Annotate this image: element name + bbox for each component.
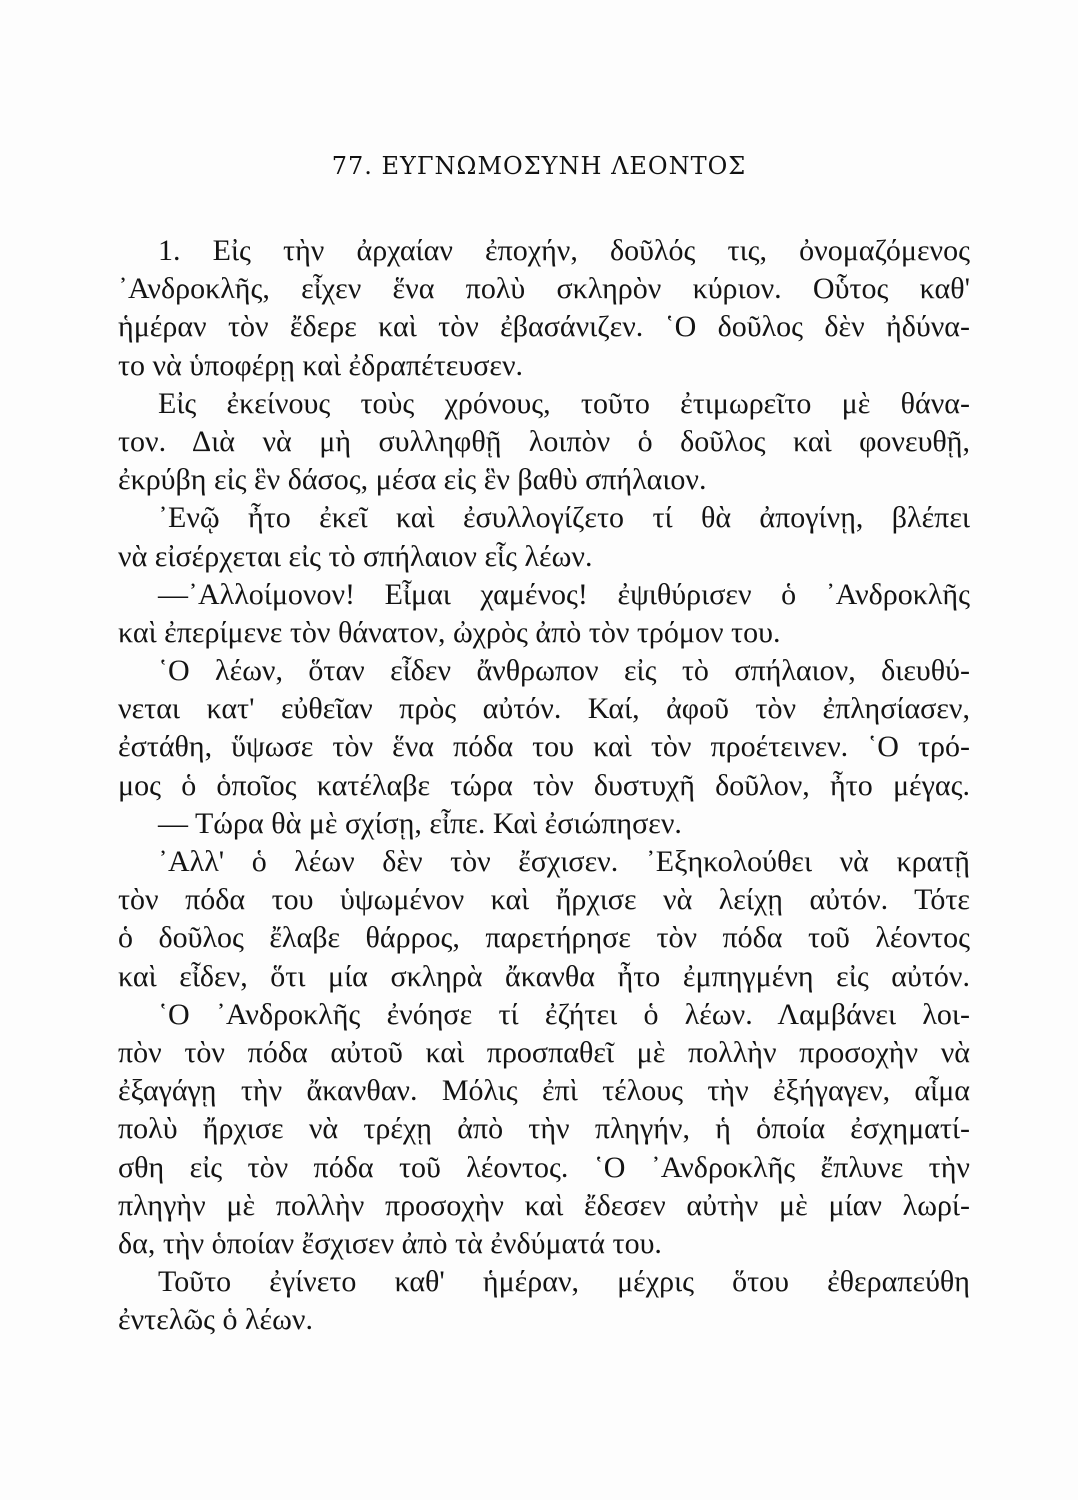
text-line: ᾿Ανδροκλῆς, εἶχεν ἕνα πολὺ σκληρὸν κύριον. Οὗτος καθ' <box>118 272 970 306</box>
text-line: πολὺ ἤρχισε νὰ τρέχῃ ἀπὸ τὴν πληγήν, ἡ ὁποία ἐσχηματί- <box>118 1112 970 1146</box>
text-line: ἡμέραν τὸν ἔδερε καὶ τὸν ἐβασάνιζεν. ῾Ο δοῦλος δὲν ἠδύνα- <box>118 310 970 344</box>
text-line: —᾿Αλλοίμονον! Εἶμαι χαμένος! ἐψιθύρισεν ὁ ᾿Ανδροκλῆς <box>158 577 970 611</box>
text-line: ᾿Ενῷ ἦτο ἐκεῖ καὶ ἐσυλλογίζετο τί θὰ ἀπογίνῃ, βλέπει <box>158 501 970 535</box>
text-line: πὸν τὸν πόδα αὐτοῦ καὶ προσπαθεῖ μὲ πολλὴν προσοχὴν νὰ <box>118 1035 970 1069</box>
text-line: ἐκρύβη εἰς ἓν δάσος, μέσα εἰς ἓν βαθὺ σπήλαιον. <box>118 463 707 497</box>
story-text <box>118 232 970 1339</box>
text-line: το νὰ ὑποφέρῃ καὶ ἐδραπέτευσεν. <box>118 348 524 382</box>
text-line: ἐξαγάγῃ τὴν ἄκανθαν. Μόλις ἐπὶ τέλους τὴν ἐξήγαγεν, αἷμα <box>118 1074 970 1108</box>
text-line: — Τώρα θὰ μὲ σχίσῃ, εἶπε. Καὶ ἐσιώπησεν. <box>158 806 682 840</box>
text-line: τον. Διὰ νὰ μὴ συλληφθῇ λοιπὸν ὁ δοῦλος καὶ φονευθῇ, <box>118 424 970 458</box>
text-line: τὸν πόδα του ὑψωμένον καὶ ἤρχισε νὰ λείχῃ αὐτόν. Τότε <box>118 883 970 917</box>
text-line: Τοῦτο ἐγίνετο καθ' ἡμέραν, μέχρις ὅτου ἐθεραπεύθη <box>158 1265 970 1299</box>
text-line: νὰ εἰσέρχεται εἰς τὸ σπήλαιον εἷς λέων. <box>118 539 593 573</box>
text-line: ᾿Αλλ' ὁ λέων δὲν τὸν ἔσχισεν. ᾿Εξηκολούθει νὰ κρατῇ <box>158 845 970 878</box>
text-line: ῾Ο λέων, ὅταν εἶδεν ἄνθρωπον εἰς τὸ σπήλαιον, διευθύ- <box>158 654 970 688</box>
text-line: ὁ δοῦλος ἔλαβε θάρρος, παρετήρησε τὸν πόδα τοῦ λέοντος <box>118 921 970 955</box>
text-line: Εἰς ἐκείνους τοὺς χρόνους, τοῦτο ἐτιμωρεῖτο μὲ θάνα- <box>158 386 970 420</box>
text-line: ἐστάθη, ὕψωσε τὸν ἕνα πόδα του καὶ τὸν προέτεινεν. ῾Ο τρό- <box>118 730 970 764</box>
text-line: νεται κατ' εὐθεῖαν πρὸς αὐτόν. Καί, ἀφοῦ τὸν ἐπλησίασεν, <box>118 692 970 726</box>
text-line: δα, τὴν ὁποίαν ἔσχισεν ἀπὸ τὰ ἐνδύματά του. <box>118 1226 662 1260</box>
text-line: ἐντελῶς ὁ λέων. <box>118 1303 313 1337</box>
text-line: 1. Εἰς τὴν ἀρχαίαν ἐποχήν, δοῦλός τις, ὀνομαζόμενος <box>158 234 970 267</box>
text-line: μος ὁ ὁποῖος κατέλαβε τώρα τὸν δυστυχῆ δοῦλον, ἦτο μέγας. <box>118 768 970 802</box>
text-line: καὶ εἶδεν, ὅτι μία σκληρὰ ἄκανθα ἦτο ἐμπηγμένη εἰς αὐτόν. <box>118 959 970 993</box>
text-line: σθη εἰς τὸν πόδα τοῦ λέοντος. ῾Ο ᾿Ανδροκλῆς ἔπλυνε τὴν <box>118 1150 970 1184</box>
text-line: ῾Ο ᾿Ανδροκλῆς ἐνόησε τί ἐζήτει ὁ λέων. Λαμβάνει λοι- <box>158 997 970 1031</box>
text-line: πληγὴν μὲ πολλὴν προσοχὴν καὶ ἔδεσεν αὐτὴν μὲ μίαν λωρί- <box>118 1188 970 1222</box>
chapter-title: 77. ΕΥΓΝΩΜΟΣΥΝΗ ΛΕΟΝΤΟΣ <box>331 152 747 180</box>
text-line: καὶ ἐπερίμενε τὸν θάνατον, ὠχρὸς ἀπὸ τὸν τρόμον του. <box>118 615 781 649</box>
